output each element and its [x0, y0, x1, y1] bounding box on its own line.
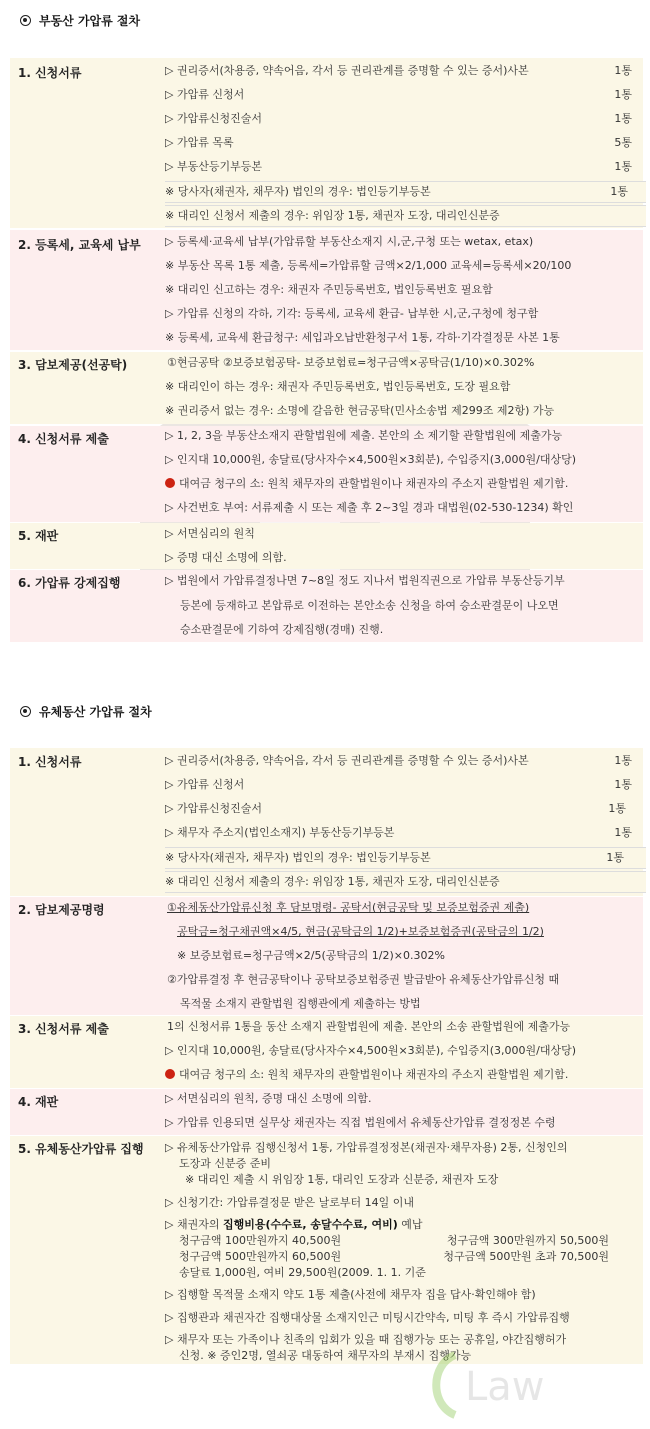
row-heading: 1. 신청서류 [18, 755, 82, 769]
exec-block-1: ▷ 유체동산가압류 집행신청서 1통, 가압류결정정본(채권자·채무자용) 2통, 신청인의 도장과 신분증 준비 ※ 대리인 제출 시 위임장 1통, 대리인 도장과 신분증, 채권자 도장 [165, 1141, 568, 1186]
list-item: ②가압류결정 후 현금공탁이나 공탁보증보험증권 발급받아 유체동산가압류신청 때 [167, 973, 560, 986]
circle-bullet-icon [20, 15, 31, 26]
list-item: ▷ 권리증서(차용증, 약속어음, 각서 등 권리관계를 증명할 수 있는 증서)사본 1통 [165, 754, 632, 767]
row-heading: 6. 가압류 강제집행 [18, 576, 121, 590]
list-item: ①유체동산가압류신청 후 담보명령- 공탁서(현금공탁 및 보증보험증권 제출) [167, 901, 530, 914]
exec-cost-bold: 집행비용(수수료, 송달수수료, 여비) [222, 1218, 398, 1231]
red-dot-icon [165, 478, 175, 488]
note-item: ※ 대리인 신청서 제출의 경우: 위임장 1통, 채권자 도장, 대리인신분증 [165, 205, 646, 227]
svg-text:Law: Law [465, 1364, 545, 1410]
row-heading: 2. 담보제공명령 [18, 903, 105, 917]
list-item: ▷ 증명 대신 소명에 의함. [165, 551, 287, 564]
list-item: ※ 대리인 신고하는 경우: 채권자 주민등록번호, 법인등록번호 필요함 [165, 283, 493, 296]
row-heading: 3. 신청서류 제출 [18, 1022, 109, 1036]
row-heading: 4. 신청서류 제출 [18, 432, 109, 446]
list-item: ※ 보증보험료=청구금액×2/5(공탁금의 1/2)×0.302% [177, 949, 445, 962]
list-item: 목적물 소재지 관할법원 집행관에게 제출하는 방법 [180, 997, 421, 1010]
list-item: 승소판결문에 기하여 강제집행(경매) 진행. [180, 623, 384, 636]
list-item: ▷ 가압류 신청의 각하, 기각: 등록세, 교육세 환급- 납부한 시,군,구청에 청구함 [165, 307, 539, 320]
list-item: 공탁금=청구채권액×4/5, 현금(공탁금의 1/2)+보증보험증권(공탁금의 1/2) [177, 925, 544, 938]
list-item: ①현금공탁 ②보증보험공탁- 보증보험료=청구금액×공탁금(1/10)×0.302% [167, 356, 535, 369]
list-item: 대여금 청구의 소: 원칙 채무자의 관할법원이나 채권자의 주소지 관할법원 제기함. [165, 474, 644, 494]
list-item: ▷ 가압류신청진술서 1통 [165, 112, 632, 125]
exec-block-3: ▷ 채권자의 집행비용(수수료, 송달수수료, 여비) 예납 청구금액 100만원까지 40,500원 청구금액 300만원까지 50,500원 청구금액 500만원까지 60,500원 청구금액 500만원 초과 70,500원 송달료 1,000원, 여비 29,500원(2009. 1. 1. 기준 [165, 1218, 609, 1279]
list-item: ▷ 서면심리의 원칙 [165, 527, 255, 540]
list-item: ▷ 가압류 목록 5통 [165, 136, 632, 149]
list-item: ※ 등록세, 교육세 환급청구: 세입과오납반환청구서 1통, 각하·기각결정문 사본 1통 [165, 331, 560, 344]
row-heading: 3. 담보제공(선공탁) [18, 358, 128, 372]
red-dot-icon [165, 1069, 175, 1079]
list-item: 대여금 청구의 소: 원칙 채무자의 관할법원이나 채권자의 주소지 관할법원 제기함. [165, 1065, 644, 1085]
list-item: ▷ 가압류 신청서 1통 [165, 778, 632, 791]
note-item: ※ 당사자(채권자, 채무자) 법인의 경우: 법인등기부등본 1통 [165, 181, 646, 203]
list-item: ▷ 가압류신청진술서 1통 [165, 802, 626, 815]
circle-bullet-icon [20, 706, 31, 717]
list-item: ▷ 인지대 10,000원, 송달료(당사자수×4,500원×3회분), 수입증지(3,000원/대상당) [165, 453, 576, 466]
list-item: ※ 권리증서 없는 경우: 소명에 갈음한 현금공탁(민사소송법 제299조 제2항) 가능 [165, 404, 555, 417]
list-item: ▷ 등록세·교육세 납부(가압류할 부동산소재지 시,군,구청 또는 wetax, etax) [165, 235, 534, 248]
row-heading: 1. 신청서류 [18, 66, 82, 80]
section2-title: 유체동산 가압류 절차 [20, 703, 152, 720]
exec-block-6: ▷ 채무자 또는 가족이나 친족의 입회가 있을 때 집행가능 또는 공휴일, 야간집행허가 신청. ※ 증인2명, 열쇠공 대동하여 채무자의 부재시 집행가능 [165, 1333, 567, 1362]
section1-title: 부동산 가압류 절차 [20, 12, 140, 29]
list-item: ▷ 법원에서 가압류결정나면 7~8일 정도 지나서 법원직권으로 가압류 부동산등기부 [165, 574, 565, 587]
row-heading: 2. 등록세, 교육세 납부 [18, 238, 141, 252]
list-item: ▷ 가압류 인용되면 실무상 채권자는 직접 법원에서 유체동산가압류 결정정본 수령 [165, 1116, 556, 1129]
exec-block-5: ▷ 집행관과 채권자간 집행대상물 소재지인근 미팅시간약속, 미팅 후 즉시 가압류집행 [165, 1311, 570, 1324]
list-item: ▷ 1, 2, 3을 부동산소재지 관할법원에 제출. 본안의 소 제기할 관할법원에 제출가능 [165, 429, 563, 442]
list-item: 등본에 등재하고 본압류로 이전하는 본안소송 신청을 하여 승소판결문이 나오면 [180, 599, 559, 612]
exec-block-2: ▷ 신청기간: 가압류결정문 받은 날로부터 14일 이내 [165, 1196, 415, 1209]
list-item: ▷ 권리증서(차용증, 약속어음, 각서 등 권리관계를 증명할 수 있는 증서)사본 1통 [165, 64, 632, 77]
note-item: ※ 당사자(채권자, 채무자) 법인의 경우: 법인등기부등본 1통 [165, 847, 646, 869]
row-heading: 4. 재판 [18, 1095, 59, 1109]
note-item: ※ 대리인 신청서 제출의 경우: 위임장 1통, 채권자 도장, 대리인신분증 [165, 871, 646, 893]
list-item: ※ 부동산 목록 1통 제출, 등록세=가압류할 금액×2/1,000 교육세=등록세×20/100 [165, 259, 572, 272]
row-heading: 5. 유체동산가압류 집행 [18, 1142, 144, 1156]
list-item: ▷ 인지대 10,000원, 송달료(당사자수×4,500원×3회분), 수입증지(3,000원/대상당) [165, 1044, 576, 1057]
list-item: ※ 대리인이 하는 경우: 채권자 주민등록번호, 법인등록번호, 도장 필요함 [165, 380, 511, 393]
row-heading: 5. 재판 [18, 529, 59, 543]
list-item: 1의 신청서류 1통을 동산 소재지 관할법원에 제출. 본안의 소송 관할법원에 제출가능 [167, 1020, 571, 1033]
list-item: ▷ 서면심리의 원칙, 증명 대신 소명에 의함. [165, 1092, 372, 1105]
exec-block-4: ▷ 집행할 목적물 소재지 약도 1통 제출(사전에 채무자 집을 답사·확인해야 함) [165, 1288, 536, 1301]
list-item: ▷ 채무자 주소지(법인소재지) 부동산등기부등본 1통 [165, 826, 632, 839]
list-item: ▷ 가압류 신청서 1통 [165, 88, 632, 101]
list-item: ▷ 부동산등기부등본 1통 [165, 160, 632, 173]
list-item: ▷ 사건번호 부여: 서류제출 시 또는 제출 후 2~3일 경과 대법원(02-530-1234) 확인 [165, 501, 574, 514]
